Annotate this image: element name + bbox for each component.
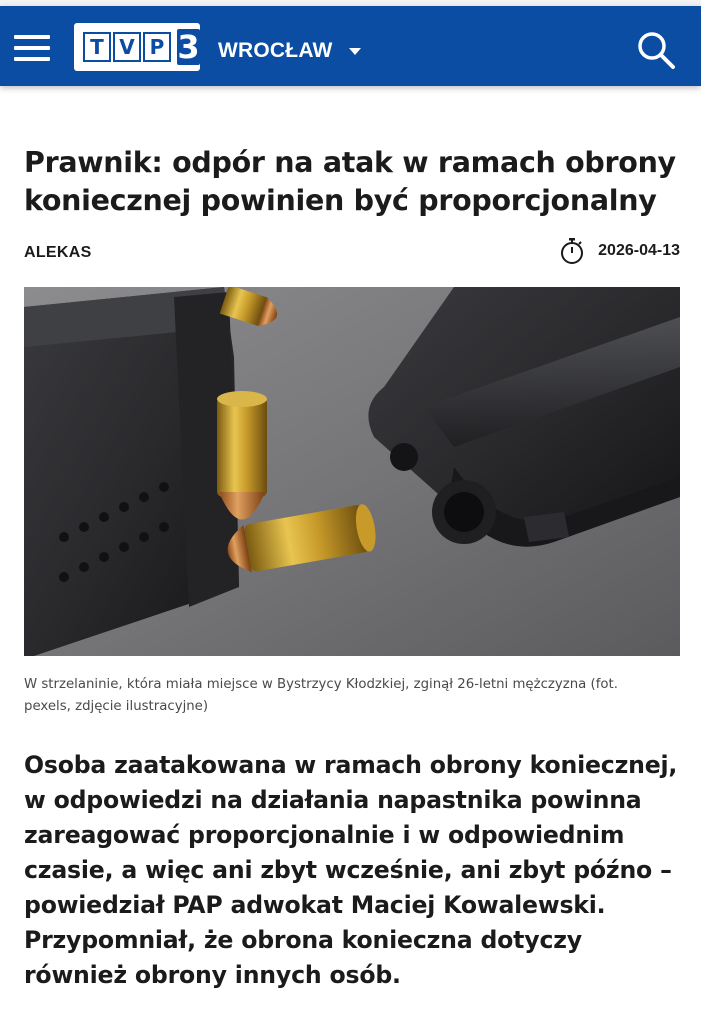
article-lead: Osoba zaatakowana w ramach obrony koniecznej, w odpowiedzi na działania napastnika powinna zareagować proporcjonalnie i w odpowiednim czasie, a więc ani zbyt wcześnie, ani zbyt późno – powiedział PAP adwokat Maciej Kowalewski. Przypomniał, że obrona konieczna dotyczy również obrony innych osób. <box>24 751 678 989</box>
tvp-logo-letters <box>83 32 171 62</box>
region-label: WROCŁAW <box>218 39 333 62</box>
article-photo[interactable] <box>24 287 680 656</box>
article-meta <box>24 242 680 266</box>
chevron-down-icon <box>349 48 361 55</box>
date-text: 2026-04-13 <box>598 242 680 259</box>
region-selector[interactable] <box>218 39 361 63</box>
hamburger-menu-icon[interactable] <box>14 35 50 61</box>
search-icon[interactable] <box>636 30 676 70</box>
site-header <box>0 6 701 86</box>
logo-letter: T <box>83 32 111 62</box>
logo-number: 3 <box>177 28 200 66</box>
article-photo-illustration <box>24 287 680 656</box>
photo-caption: W strzelaninie, która miała miejsce w Bystrzycy Kłodzkiej, zginął 26-letni mężczyzna (fot. pexels, zdjęcie ilustracyjne) <box>24 677 618 714</box>
logo-letter: V <box>113 32 141 62</box>
stopwatch-icon <box>560 237 584 265</box>
logo-letter: P <box>143 32 171 62</box>
tvp3-logo[interactable] <box>74 23 200 71</box>
article-title: Prawnik: odpór na atak w ramach obrony koniecznej powinien być proporcjonalny <box>24 146 676 217</box>
publish-date <box>560 237 680 265</box>
author-name[interactable]: ALEKAS <box>24 244 92 261</box>
